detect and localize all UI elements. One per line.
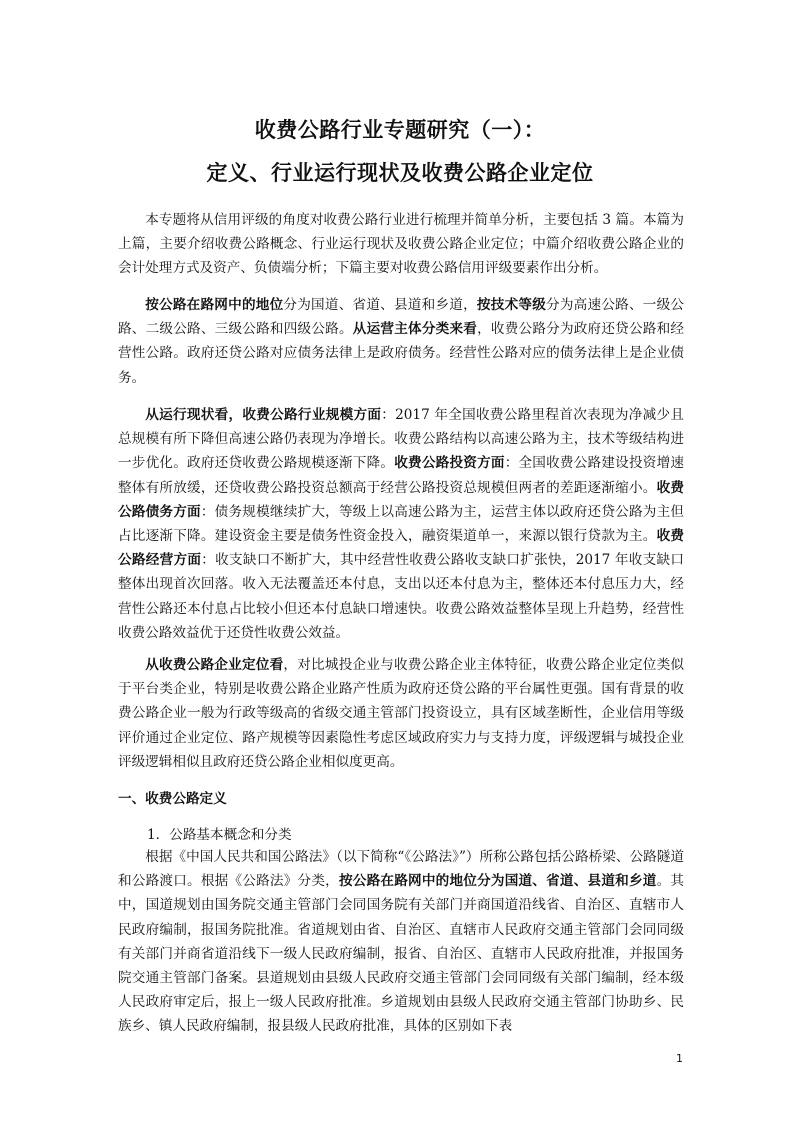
text-run: 根据《中国人民共和国公路法》（以下简称“《公路法》”）所称公路包括公路桥梁、公路隧道和公路渡口。根据《公路法》分类， [118, 849, 684, 890]
bold-phrase: 按公路在路网中的地位 [145, 297, 284, 313]
intro-paragraph: 本专题将从信用评级的角度对收费公路行业进行梳理并简单分析，主要包括 3 篇。本篇为上篇，主要介绍收费公路概念、行业运行现状及收费公路企业定位；中篇介绍收费公路企业的会计处理方式及资产、负债端分析；下篇主要对收费公路信用评级要素作出分析。 [118, 212, 684, 277]
bold-phrase: 按技术等级 [476, 297, 547, 313]
text-run: ：收支缺口不断扩大，其中经营性收费公路收支缺口扩张快，2017 年收支缺口整体出现首次回落。收入无法覆盖还本付息，支出以还本付息为主，整体还本付息压力大，经营性公路还本付息占比较小但还本付息缺口增速快。收费公路效益整体呈现上升趋势，经营性收费公路效益优于还贷性收费公效益。 [118, 552, 685, 641]
classification-paragraph [118, 293, 684, 390]
bold-phrase: 收费公路债务方面 [118, 479, 684, 520]
document-title-line-1: 收费公路行业专题研究（一）： [254, 118, 546, 142]
bold-phrase: 收费公路投资方面 [394, 455, 505, 472]
section-heading: 一、收费公路定义 [118, 791, 227, 807]
page-number: 1 [676, 1052, 683, 1065]
text-run: ，对比城投企业与收费公路企业主体特征，收费公路企业定位类似于平台类企业，特别是收费公路企业路产性质为政府还贷公路的平台属性更强。国有背景的收费公路企业一般为行政等级高的省级交通主管部门投资设立，具有区域垄断性，企业信用等级评价通过企业定位、路产规模等因素隐性考虑区域政府实力与支持力度，评级逻辑与城投企业评级逻辑相似且政府还贷公路企业相似度更高。 [118, 657, 685, 770]
highway-law-paragraph [118, 845, 684, 1039]
bold-phrase: 按公路在路网中的地位分为国道、省道、县道和乡道 [338, 873, 657, 890]
bold-phrase: 从运行现状看，收费公路行业规模方面 [145, 407, 382, 423]
subsection-heading: 1．公路基本概念和分类 [147, 827, 292, 843]
bold-phrase: 从收费公路企业定位看 [145, 657, 284, 673]
text-run: 。其中，国道规划由国务院交通主管部门会同国务院有关部门并商国道沿线省、自治区、直辖市人民政府编制，报国务院批准。省道规划由省、自治区、直辖市人民政府交通主管部门会同同级有关部门并商省道沿线下一级人民政府编制，报省、自治区、直辖市人民政府批准，并报国务院交通主管部门备案。县道规划由县级人民政府交通主管部门会同同级有关部门编制，经本级人民政府审定后，报上一级人民政府批准。乡道规划由县级人民政府交通主管部门协助乡、民族乡、镇人民政府编制，报县级人民政府批准，具体的区别如下表 [118, 873, 685, 1035]
text-run: ：全国收费公路建设投资增速整体有所放缓，还贷收费公路投资总额高于经营公路投资总规模但两者的差距逐渐缩小。 [118, 455, 685, 496]
text-run: 分为高速公路、一级公路、二级公路、三级公路和四级公路。 [118, 297, 685, 338]
text-run: 分为国道、省道、县道和乡道， [283, 297, 477, 313]
bold-phrase: 从运营主体分类来看 [352, 321, 478, 338]
bold-phrase: 收费公路经营方面 [118, 528, 684, 569]
text-run: ，收费公路分为政府还贷公路和经营性公路。政府还贷公路对应债务法律上是政府债务。经营性公路对应的债务法律上是企业债务。 [118, 321, 685, 386]
text-run: ：债务规模继续扩大，等级上以高速公路为主，运营主体以政府还贷公路为主但占比逐渐下降。建设资金主要是债务性资金投入，融资渠道单一，来源以银行贷款为主。 [118, 503, 685, 545]
operation-status-paragraph [118, 403, 684, 645]
document-title-line-2: 定义、行业运行现状及收费公路企业定位 [206, 161, 594, 185]
enterprise-positioning-paragraph [118, 653, 684, 774]
text-run: ：2017 年全国收费公路里程首次表现为净减少且总规模有所下降但高速公路仍表现为净增长。收费公路结构以高速公路为主，技术等级结构进一步优化。政府还贷收费公路规模逐渐下降。 [118, 407, 684, 472]
